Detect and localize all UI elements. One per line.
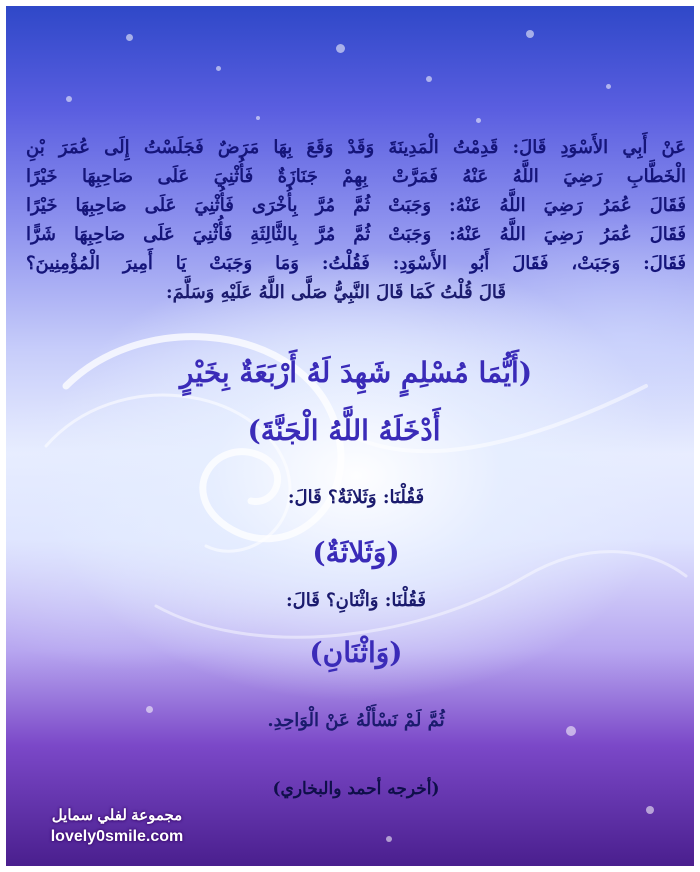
narration-line: الْخَطَّابِ رَضِيَ اللَّهُ عَنْهُ فَمَرَّتْ بِهِمْ جَنَازَةٌ فَأُثْنِيَ عَلَى صَاحِبِهَا خَيْرًا — [26, 166, 686, 187]
answer-three: (وَثَلاثَةٌ) — [312, 536, 400, 569]
narration-line: فَقَالَ عُمَرُ رَضِيَ اللَّهُ عَنْهُ: وَجَبَتْ ثُمَّ مُرَّ بِالثَّالِثَةِ فَأُثْنِيَ عَلَى صَاحِبِهَا شَرًّا — [26, 224, 686, 245]
hadith-line-1: (أَيُّمَا مُسْلِمٍ شَهِدَ لَهُ أَرْبَعَةٌ بِخَيْرٍ — [179, 356, 533, 389]
brand-name: مجموعة لفلي سمايل — [51, 807, 183, 824]
hadith-source-credit: (أخرجه أحمد والبخاري) — [272, 779, 440, 799]
page-content — [6, 6, 700, 872]
narration-line: فَقَالَ عُمَرُ رَضِيَ اللَّهُ عَنْهُ: وَجَبَتْ ثُمَّ مُرَّ بِأُخْرَى فَأُثْنِيَ عَلَى صَاحِبِهَا خَيْرًا — [26, 195, 686, 216]
narration-line: عَنْ أَبِي الأَسْوَدِ قَالَ: قَدِمْتُ الْمَدِينَةَ وَقَدْ وَقَعَ بِهَا مَرَضٌ فَجَلَسْتُ إِلَى عُمَرَ بْنِ — [26, 137, 686, 158]
closing-line: ثُمَّ لَمْ نَسْأَلْهُ عَنْ الْوَاحِدِ. — [267, 710, 445, 731]
question-three: فَقُلْنَا: وَثَلاثَةٌ؟ قَالَ: — [287, 487, 425, 508]
hadith-line-2: أَدْخَلَهُ اللَّهُ الْجَنَّةَ) — [247, 414, 441, 447]
question-two: فَقُلْنَا: وَاثْنَانِ؟ قَالَ: — [286, 590, 426, 611]
answer-two: (وَاثْنَانِ) — [309, 636, 403, 669]
brand-url-link[interactable]: lovely0smile.com — [50, 828, 184, 845]
narration-intro-line: قَالَ قُلْتُ كَمَا قَالَ النَّبِيُّ صَلَّى اللَّهُ عَلَيْهِ وَسَلَّمَ: — [166, 282, 506, 303]
narration-line: فَقَالَ: وَجَبَتْ، فَقَالَ أَبُو الأَسْوَدِ: فَقُلْتُ: وَمَا وَجَبَتْ يَا أَمِيرَ الْمُؤْمِنِينَ؟ — [26, 253, 686, 274]
